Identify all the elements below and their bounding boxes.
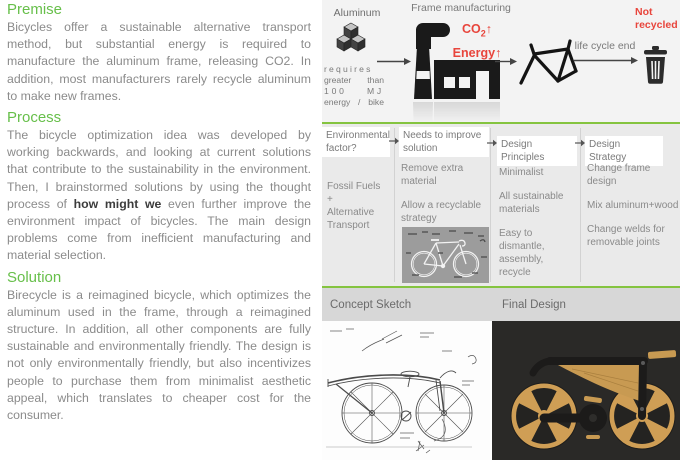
recyclable-bike-image bbox=[402, 227, 489, 283]
header-design-principles: Design Principles bbox=[497, 136, 577, 166]
energy-requirement-note: requires greater than 100 MJ energy / bike bbox=[324, 64, 384, 107]
concept-sketch-image bbox=[322, 321, 490, 460]
final-design-image bbox=[492, 321, 680, 460]
column-divider bbox=[580, 128, 581, 282]
column-divider bbox=[490, 128, 491, 282]
column-divider bbox=[394, 128, 395, 282]
environmental-factor-items: Fossil Fuels + Alternative Transport bbox=[327, 181, 381, 231]
flow-arrow-icon bbox=[487, 139, 497, 147]
solution-body: Birecycle is a reimagined bicycle, which optimizes the aluminum used in the frame, through a reimagined structure. In addition, all other components are fully sustainable and environmentally friendly. The design is not only environmentally friendly, but also incentivizes people to purchase them from minimalist aesthetic appeal, which translates to cheaper cost for the consumer. bbox=[7, 287, 311, 423]
solution-heading: Solution bbox=[7, 268, 62, 286]
bike-frame-icon bbox=[518, 36, 580, 92]
results-panel bbox=[322, 288, 680, 460]
header-design-strategy: Design Strategy bbox=[585, 136, 663, 166]
process-heading: Process bbox=[7, 109, 62, 127]
premise-body: Bicycles offer a sustainable alternative transport method, but substantial energy is required to manufacture the aluminum frame, releasing CO2. In addition, most manufacturers rarely recycle aluminum to make new frames. bbox=[7, 20, 311, 103]
flow-arrow-icon bbox=[377, 57, 411, 66]
concept-sketch-label: Concept Sketch bbox=[330, 299, 412, 311]
aluminum-label: Aluminum bbox=[333, 7, 381, 19]
trash-icon bbox=[642, 46, 669, 85]
improve-solution-items: Remove extra material Allow a recyclable strategy bbox=[401, 163, 482, 224]
flow-arrow-icon bbox=[575, 139, 585, 147]
process-body bbox=[7, 127, 311, 265]
process-body-bold: how might we bbox=[73, 196, 162, 211]
text-column bbox=[7, 0, 311, 429]
frame-manufacturing-label: Frame manufacturing bbox=[411, 2, 511, 14]
header-needs-to-improve: Needs to improve solution bbox=[399, 127, 489, 157]
image-labels-strip bbox=[322, 288, 680, 321]
aluminum-cubes-icon bbox=[336, 22, 366, 53]
process-body-start: The bicycle optimization idea was developed by working backwards, and looking at current solutions that contribute to the sustainability in the environment. Then, I brainstormed solutions by using the thought process of bbox=[7, 128, 311, 211]
life-cycle-end-label: life cycle end bbox=[574, 40, 636, 52]
final-design-label: Final Design bbox=[502, 299, 566, 311]
flow-arrow-icon bbox=[574, 56, 638, 65]
lifecycle-panel bbox=[322, 0, 680, 122]
premise-heading: Premise bbox=[7, 1, 63, 18]
flow-arrow-icon bbox=[389, 137, 399, 145]
header-environmental-factor: Environmental factor? bbox=[322, 127, 390, 157]
not-recycled-label: Not recycled bbox=[635, 6, 678, 31]
design-strategy-items: Change frame design Mix aluminum+wood Change welds for removable joints bbox=[587, 163, 679, 248]
design-principles-items: Minimalist All sustainable materials Easy to dismantle, assembly, recycle bbox=[499, 167, 564, 278]
co2-energy-callout: $CO_2↑$ Energy↑ bbox=[452, 22, 502, 60]
design-flowchart-panel bbox=[322, 124, 680, 286]
process-body-end: even further improve the environment impact of bicycles. The main design problems come from inefficient manufacturing and material selection. bbox=[7, 196, 311, 263]
